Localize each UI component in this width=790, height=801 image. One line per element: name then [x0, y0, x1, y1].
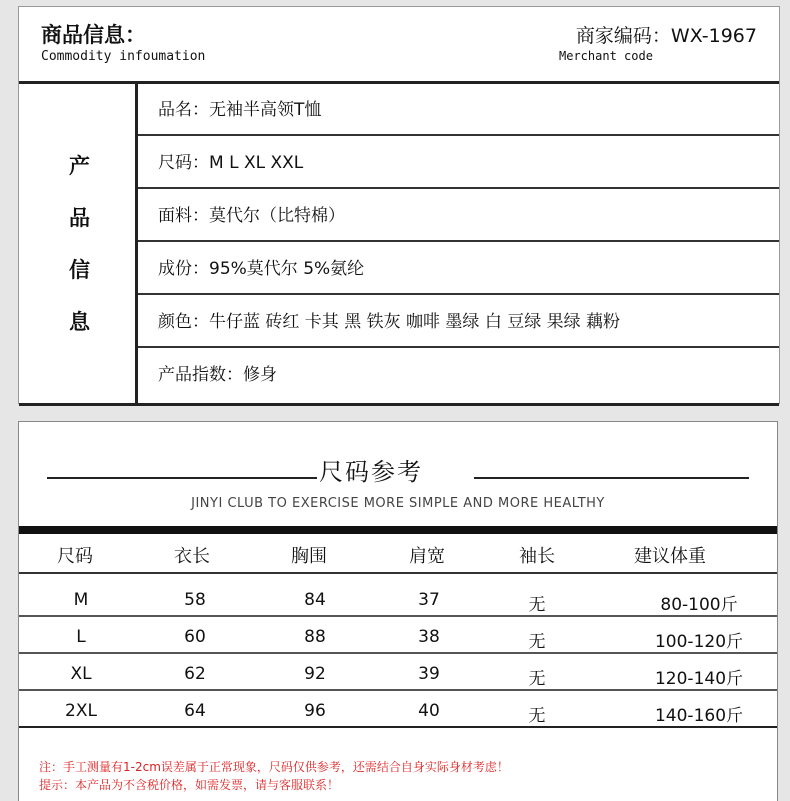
- table-cell: 无: [528, 595, 546, 615]
- column-header: 尺码: [57, 546, 93, 567]
- section-title: 商品信息：: [41, 23, 146, 47]
- table-cell: 无: [528, 669, 546, 689]
- info-row-colors: 颜色：牛仔蓝 砖红 卡其 黑 铁灰 咖啡 墨绿 白 豆绿 果绿 藕粉: [138, 296, 779, 348]
- table-cell: 64: [184, 701, 206, 721]
- info-row-fabric: 面料：莫代尔（比特棉）: [138, 190, 779, 242]
- section-subtitle: Commodity infoumation: [41, 49, 206, 64]
- slogan: JINYI CLUB TO EXERCISE MORE SIMPLE AND MORE HEALTHY: [191, 496, 605, 511]
- table-cell: 84: [304, 590, 326, 610]
- table-cell: 100-120斤: [654, 632, 744, 652]
- info-row-fit: 产品指数：修身: [158, 365, 277, 385]
- side-label-char: 息: [69, 310, 90, 334]
- size-reference-card: [18, 421, 778, 801]
- note-invoice: 提示：本产品为不含税价格，如需发票，请与客服联系！: [39, 778, 340, 792]
- side-label: [19, 84, 138, 403]
- table-cell: 40: [418, 701, 440, 721]
- title-rule-left: [47, 477, 317, 479]
- table-cell: 60: [184, 627, 206, 647]
- merchant-code: 商家编码：WX-1967: [575, 25, 757, 47]
- info-header: [19, 7, 779, 84]
- table-cell: 92: [304, 664, 326, 684]
- table-cell: 58: [184, 590, 206, 610]
- table-cell: 120-140斤: [654, 669, 744, 689]
- title-rule-right: [474, 477, 749, 479]
- divider: [19, 526, 777, 534]
- divider: [19, 403, 779, 406]
- side-label-char: 产: [69, 154, 90, 178]
- column-header: 建议体重: [634, 546, 706, 567]
- table-cell: 62: [184, 664, 206, 684]
- info-rows: [138, 84, 779, 403]
- table-cell: 80-100斤: [660, 595, 738, 615]
- row-divider: [19, 726, 777, 728]
- column-header: 肩宽: [409, 546, 445, 567]
- note-measurement: 注：手工测量有1-2cm误差属于正常现象，尺码仅供参考，还需结合自身实际身材考虑！: [39, 760, 509, 774]
- table-cell: XL: [70, 664, 92, 684]
- side-label-char: 信: [69, 258, 90, 282]
- row-divider: [19, 652, 777, 654]
- table-cell: 38: [418, 627, 440, 647]
- notes: [39, 758, 509, 794]
- merchant-code-label: Merchant code: [559, 49, 653, 63]
- size-reference-title: 尺码参考: [319, 458, 423, 486]
- row-divider: [19, 689, 777, 691]
- column-header: 胸围: [291, 546, 327, 567]
- table-cell: 88: [304, 627, 326, 647]
- table-cell: 140-160斤: [654, 706, 744, 726]
- table-cell: L: [76, 627, 86, 647]
- table-cell: 37: [418, 590, 440, 610]
- table-cell: 无: [528, 706, 546, 726]
- table-cell: M: [73, 590, 89, 610]
- info-row-size: 尺码：M L XL XXL: [138, 137, 779, 189]
- table-cell: 96: [304, 701, 326, 721]
- info-row-composition: 成份：95%莫代尔 5%氨纶: [138, 243, 779, 295]
- table-divider: [19, 572, 777, 574]
- side-label-char: 品: [69, 206, 90, 230]
- product-info-card: [18, 6, 780, 404]
- table-cell: 39: [418, 664, 440, 684]
- info-row-name: 品名：无袖半高领T恤: [138, 84, 779, 136]
- column-header: 袖长: [519, 546, 555, 567]
- row-divider: [19, 615, 777, 617]
- table-cell: 2XL: [65, 701, 97, 721]
- table-cell: 无: [528, 632, 546, 652]
- column-header: 衣长: [174, 546, 210, 567]
